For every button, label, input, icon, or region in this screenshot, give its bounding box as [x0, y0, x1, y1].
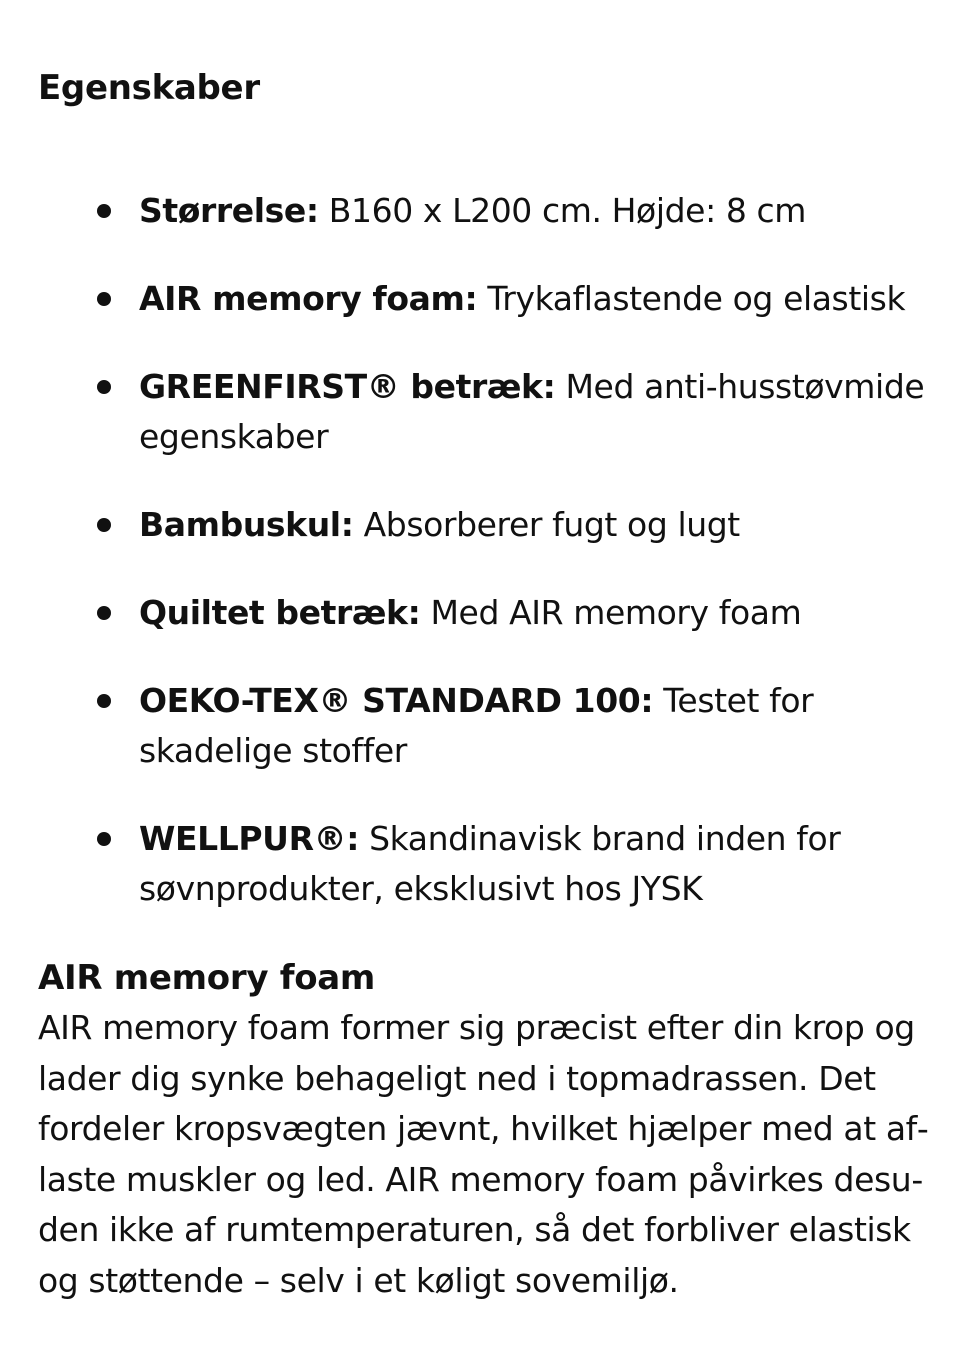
properties-list	[38, 186, 933, 952]
property-value: Med anti-husstøvmide egenskaber	[139, 367, 925, 456]
property-label: Quiltet betræk:	[139, 593, 421, 632]
property-label: OEKO-TEX® STANDARD 100:	[139, 681, 654, 720]
properties-heading: Egenskaber	[38, 68, 260, 108]
property-value: B160 x L200 cm. Højde: 8 cm	[318, 191, 807, 230]
property-value: Trykaflastende og elastisk	[477, 279, 906, 318]
bullet-icon	[97, 518, 111, 532]
bullet-icon	[97, 694, 111, 708]
property-label: GREENFIRST® betræk:	[139, 367, 556, 406]
air-memory-foam-text: AIR memory foam former sig præcist efter din krop og lader dig synke behageligt ned i topmadrassen. Det fordeler kropsvægten jævnt, hvilket hjælper med at aflaste muskler og led. AIR memory foam påvirkes desuden ikke af rumtemperaturen, så det forbliver elastisk og støttende – selv i et køligt sovemiljø.	[38, 1008, 929, 1300]
list-item	[38, 814, 933, 914]
property-label: WELLPUR®:	[139, 819, 359, 858]
list-item	[38, 588, 933, 638]
property-label: AIR memory foam:	[139, 279, 478, 318]
bullet-icon	[97, 832, 111, 846]
list-item	[38, 186, 933, 236]
bullet-icon	[97, 292, 111, 306]
list-item	[38, 274, 933, 324]
property-value: Skandinavisk brand inden for søvnprodukter, eksklusivt hos JYSK	[139, 819, 841, 908]
property-value: Testet for skadelige stoffer	[139, 681, 814, 770]
list-item	[38, 500, 933, 550]
property-value: Absorberer fugt og lugt	[353, 505, 740, 544]
property-label: Størrelse:	[139, 191, 319, 230]
air-memory-foam-section	[38, 953, 933, 1306]
list-item	[38, 362, 933, 462]
air-memory-foam-heading: AIR memory foam	[38, 958, 376, 998]
bullet-icon	[97, 204, 111, 218]
property-label: Bambuskul:	[139, 505, 354, 544]
property-value: Med AIR memory foam	[420, 593, 802, 632]
bullet-icon	[97, 380, 111, 394]
bullet-icon	[97, 606, 111, 620]
list-item	[38, 676, 933, 776]
